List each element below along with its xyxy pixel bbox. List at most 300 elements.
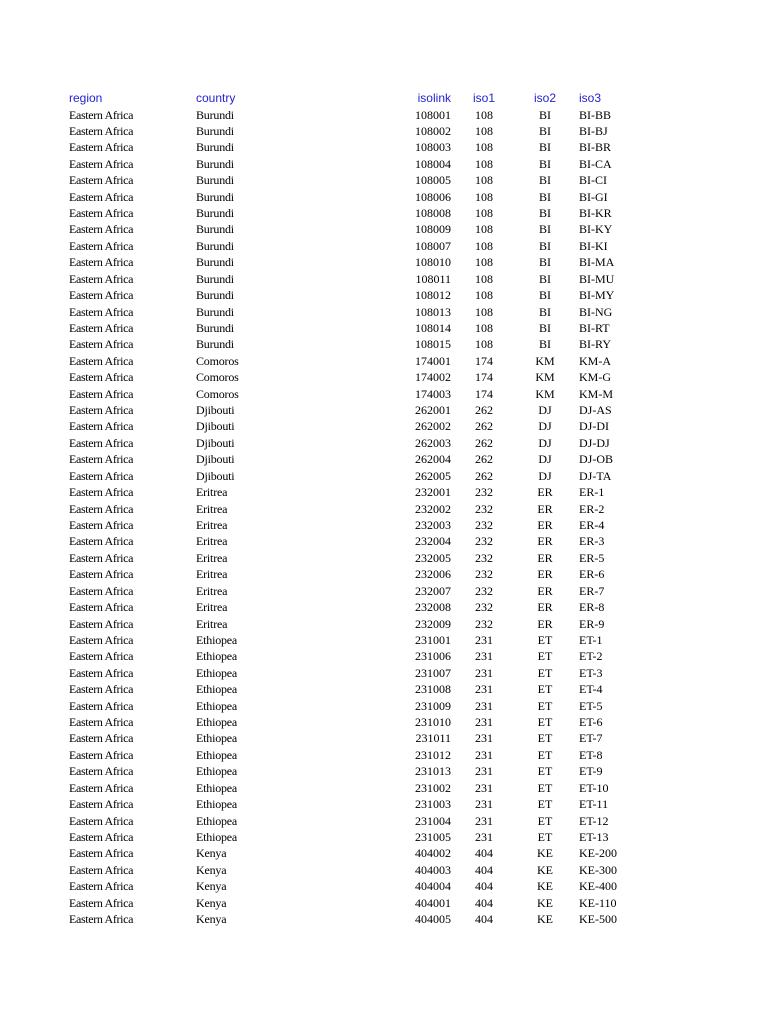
country-cell: Burundi xyxy=(196,222,234,237)
region-cell: Eastern Africa xyxy=(69,140,134,155)
country-cell: Burundi xyxy=(196,189,234,204)
table-row xyxy=(0,796,768,812)
iso3-cell: ER-4 xyxy=(579,518,605,532)
country-cell: Ethiopea xyxy=(196,715,238,730)
iso2-cell: ER xyxy=(537,583,553,598)
region-cell: Eastern Africa xyxy=(69,780,134,795)
iso2-cell: ER xyxy=(537,616,553,631)
iso2-cell: ET xyxy=(537,829,553,844)
region-cell: Eastern Africa xyxy=(69,879,134,894)
country-cell: Eritrea xyxy=(196,550,228,565)
table-row xyxy=(0,221,768,237)
iso1-cell: 174 xyxy=(475,386,493,401)
iso3-cell: ER-1 xyxy=(579,485,605,500)
iso1-cell: 231 xyxy=(475,780,493,795)
table-row xyxy=(0,714,768,730)
iso1-cell: 108 xyxy=(475,173,493,188)
isolink-cell: 232001 xyxy=(415,485,451,500)
country-cell: Ethiopea xyxy=(196,829,238,844)
iso1-cell: 108 xyxy=(475,107,493,122)
iso3-cell: ER-7 xyxy=(579,583,605,598)
iso2-cell: KE xyxy=(537,846,553,861)
table-row xyxy=(0,648,768,664)
isolink-cell: 262003 xyxy=(415,435,451,450)
iso2-cell: BI xyxy=(539,271,551,286)
table-row xyxy=(0,813,768,829)
table-row xyxy=(0,468,768,484)
iso1-cell: 108 xyxy=(475,304,493,319)
iso3-cell: ER-5 xyxy=(579,550,605,565)
isolink-cell: 404001 xyxy=(415,895,451,910)
iso1-cell: 232 xyxy=(475,600,493,615)
region-cell: Eastern Africa xyxy=(69,550,134,565)
iso3-cell: KE-500 xyxy=(579,912,617,927)
column-header-iso3: iso3 xyxy=(579,91,602,105)
isolink-cell: 231011 xyxy=(415,731,451,746)
country-cell: Burundi xyxy=(196,288,234,303)
region-cell: Eastern Africa xyxy=(69,715,134,730)
iso2-cell: ET xyxy=(537,632,553,647)
isolink-cell: 108006 xyxy=(415,189,451,204)
iso3-cell: ER-3 xyxy=(579,534,605,549)
iso3-cell: ET-10 xyxy=(579,780,609,795)
isolink-cell: 231013 xyxy=(415,764,451,779)
iso1-cell: 231 xyxy=(475,747,493,762)
iso1-cell: 108 xyxy=(475,156,493,171)
region-cell: Eastern Africa xyxy=(69,698,134,713)
table-row xyxy=(0,583,768,599)
iso3-cell: BI-KR xyxy=(579,206,612,221)
table-row xyxy=(0,911,768,927)
isolink-cell: 232006 xyxy=(415,567,451,582)
country-cell: Eritrea xyxy=(196,534,228,549)
region-cell: Eastern Africa xyxy=(69,813,134,828)
iso1-cell: 231 xyxy=(475,764,493,779)
country-cell: Burundi xyxy=(196,320,234,335)
region-cell: Eastern Africa xyxy=(69,107,134,122)
table-row xyxy=(0,320,768,336)
isolink-cell: 108010 xyxy=(415,255,451,270)
region-cell: Eastern Africa xyxy=(69,731,134,746)
table-row xyxy=(0,862,768,878)
iso3-cell: ET-11 xyxy=(579,797,609,812)
table-row xyxy=(0,845,768,861)
iso1-cell: 262 xyxy=(475,452,493,467)
region-cell: Eastern Africa xyxy=(69,764,134,779)
region-cell: Eastern Africa xyxy=(69,632,134,647)
iso1-cell: 231 xyxy=(475,649,493,664)
iso3-cell: KE-300 xyxy=(579,862,617,877)
iso2-cell: ET xyxy=(537,665,553,680)
isolink-cell: 108001 xyxy=(415,107,451,122)
isolink-cell: 174002 xyxy=(415,370,451,385)
isolink-cell: 232009 xyxy=(415,616,451,631)
region-cell: Eastern Africa xyxy=(69,238,134,253)
iso1-cell: 232 xyxy=(475,567,493,582)
iso1-cell: 108 xyxy=(475,222,493,237)
iso3-cell: BI-CI xyxy=(579,173,607,188)
country-cell: Eritrea xyxy=(196,583,228,598)
iso1-cell: 108 xyxy=(475,140,493,155)
iso1-cell: 232 xyxy=(475,485,493,500)
iso2-cell: BI xyxy=(539,222,551,237)
iso2-cell: BI xyxy=(539,288,551,303)
iso3-cell: DJ-TA xyxy=(579,468,612,483)
table-row xyxy=(0,895,768,911)
iso1-cell: 232 xyxy=(475,550,493,565)
table-row xyxy=(0,435,768,451)
table-row xyxy=(0,681,768,697)
iso3-cell: BI-GI xyxy=(579,189,608,204)
iso3-cell: KM-G xyxy=(579,370,611,385)
iso1-cell: 231 xyxy=(475,715,493,730)
iso1-cell: 232 xyxy=(475,534,493,549)
iso2-cell: KM xyxy=(535,353,555,368)
region-cell: Eastern Africa xyxy=(69,435,134,450)
region-cell: Eastern Africa xyxy=(69,386,134,401)
iso3-cell: ER-8 xyxy=(579,600,605,615)
iso1-cell: 232 xyxy=(475,501,493,516)
country-cell: Djibouti xyxy=(196,403,235,418)
region-cell: Eastern Africa xyxy=(69,419,134,434)
iso2-cell: KE xyxy=(537,879,553,894)
iso2-cell: BI xyxy=(539,123,551,138)
country-cell: Djibouti xyxy=(196,419,235,434)
iso1-cell: 232 xyxy=(475,616,493,631)
region-cell: Eastern Africa xyxy=(69,501,134,516)
region-cell: Eastern Africa xyxy=(69,173,134,188)
iso2-cell: ET xyxy=(537,649,553,664)
isolink-cell: 108003 xyxy=(415,140,451,155)
iso2-cell: ER xyxy=(537,518,553,532)
iso2-cell: KM xyxy=(535,386,555,401)
iso2-cell: DJ xyxy=(538,403,552,418)
iso1-cell: 108 xyxy=(475,337,493,352)
table-row xyxy=(0,238,768,254)
country-cell: Eritrea xyxy=(196,616,228,631)
region-cell: Eastern Africa xyxy=(69,600,134,615)
iso1-cell: 231 xyxy=(475,797,493,812)
isolink-cell: 232002 xyxy=(415,501,451,516)
country-cell: Comoros xyxy=(196,370,239,385)
country-cell: Djibouti xyxy=(196,435,235,450)
iso2-cell: KM xyxy=(535,370,555,385)
isolink-cell: 108004 xyxy=(415,156,451,171)
country-cell: Burundi xyxy=(196,271,234,286)
table-row xyxy=(0,353,768,369)
region-cell: Eastern Africa xyxy=(69,649,134,664)
region-cell: Eastern Africa xyxy=(69,797,134,812)
country-cell: Ethiopea xyxy=(196,731,238,746)
isolink-cell: 232007 xyxy=(415,583,451,598)
iso2-cell: ET xyxy=(537,764,553,779)
isolink-cell: 108009 xyxy=(415,222,451,237)
country-cell: Burundi xyxy=(196,156,234,171)
column-header-iso1: iso1 xyxy=(473,91,496,105)
country-cell: Burundi xyxy=(196,304,234,319)
iso3-cell: KM-M xyxy=(579,386,614,401)
country-cell: Burundi xyxy=(196,107,234,122)
iso1-cell: 231 xyxy=(475,632,493,647)
isolink-cell: 108008 xyxy=(415,206,451,221)
iso1-cell: 232 xyxy=(475,518,493,532)
region-cell: Eastern Africa xyxy=(69,485,134,500)
iso1-cell: 262 xyxy=(475,435,493,450)
iso1-cell: 231 xyxy=(475,731,493,746)
isolink-cell: 231002 xyxy=(415,780,451,795)
table-row xyxy=(0,566,768,582)
iso2-cell: ET xyxy=(537,797,553,812)
region-cell: Eastern Africa xyxy=(69,304,134,319)
country-cell: Ethiopea xyxy=(196,764,238,779)
iso1-cell: 262 xyxy=(475,468,493,483)
country-cell: Kenya xyxy=(196,912,227,927)
region-cell: Eastern Africa xyxy=(69,206,134,221)
iso3-cell: ET-12 xyxy=(579,813,609,828)
isolink-cell: 108007 xyxy=(415,238,451,253)
iso2-cell: KE xyxy=(537,862,553,877)
iso2-cell: ET xyxy=(537,747,553,762)
iso1-cell: 262 xyxy=(475,419,493,434)
country-cell: Burundi xyxy=(196,238,234,253)
iso2-cell: BI xyxy=(539,304,551,319)
region-cell: Eastern Africa xyxy=(69,534,134,549)
isolink-cell: 231003 xyxy=(415,797,451,812)
isolink-cell: 231008 xyxy=(415,682,451,697)
iso2-cell: BI xyxy=(539,107,551,122)
iso3-cell: ET-2 xyxy=(579,649,603,664)
country-cell: Eritrea xyxy=(196,485,228,500)
iso1-cell: 232 xyxy=(475,583,493,598)
region-cell: Eastern Africa xyxy=(69,862,134,877)
table-row xyxy=(0,780,768,796)
iso1-cell: 108 xyxy=(475,255,493,270)
country-cell: Ethiopea xyxy=(196,813,238,828)
iso3-cell: BI-KY xyxy=(579,222,613,237)
column-header-country: country xyxy=(196,91,236,105)
table-row xyxy=(0,139,768,155)
isolink-cell: 404004 xyxy=(415,879,451,894)
iso3-cell: ER-6 xyxy=(579,567,605,582)
isolink-cell: 174001 xyxy=(415,353,451,368)
table-row xyxy=(0,763,768,779)
region-cell: Eastern Africa xyxy=(69,156,134,171)
iso2-cell: KE xyxy=(537,912,553,927)
isolink-cell: 232008 xyxy=(415,600,451,615)
table-row xyxy=(0,189,768,205)
table-row xyxy=(0,829,768,845)
table-row xyxy=(0,451,768,467)
isolink-cell: 174003 xyxy=(415,386,451,401)
table-row xyxy=(0,878,768,894)
iso3-cell: ET-6 xyxy=(579,715,603,730)
country-cell: Burundi xyxy=(196,206,234,221)
iso2-cell: BI xyxy=(539,238,551,253)
region-cell: Eastern Africa xyxy=(69,912,134,927)
iso1-cell: 108 xyxy=(475,238,493,253)
table-row xyxy=(0,336,768,352)
iso3-cell: BI-MY xyxy=(579,288,615,303)
table-row xyxy=(0,665,768,681)
region-cell: Eastern Africa xyxy=(69,846,134,861)
isolink-cell: 262002 xyxy=(415,419,451,434)
table-row xyxy=(0,747,768,763)
table-row xyxy=(0,599,768,615)
region-cell: Eastern Africa xyxy=(69,895,134,910)
table-row xyxy=(0,484,768,500)
region-cell: Eastern Africa xyxy=(69,583,134,598)
iso3-cell: ET-7 xyxy=(579,731,603,746)
iso2-cell: ET xyxy=(537,682,553,697)
country-cell: Ethiopea xyxy=(196,632,238,647)
iso3-cell: ET-9 xyxy=(579,764,603,779)
isolink-cell: 262004 xyxy=(415,452,451,467)
column-header-region: region xyxy=(69,91,103,105)
isolink-cell: 231005 xyxy=(415,829,451,844)
isolink-cell: 232005 xyxy=(415,550,451,565)
iso2-cell: ET xyxy=(537,698,553,713)
table-row xyxy=(0,533,768,549)
table-row xyxy=(0,107,768,123)
region-cell: Eastern Africa xyxy=(69,616,134,631)
country-cell: Kenya xyxy=(196,879,227,894)
region-cell: Eastern Africa xyxy=(69,370,134,385)
iso3-cell: ER-2 xyxy=(579,501,605,516)
iso2-cell: BI xyxy=(539,320,551,335)
table-row xyxy=(0,730,768,746)
iso3-cell: DJ-DI xyxy=(579,419,609,434)
column-header-iso2: iso2 xyxy=(533,91,556,105)
table-row xyxy=(0,287,768,303)
table-row xyxy=(0,271,768,287)
iso2-cell: BI xyxy=(539,140,551,155)
iso2-cell: ER xyxy=(537,567,553,582)
isolink-cell: 231009 xyxy=(415,698,451,713)
iso3-cell: DJ-DJ xyxy=(579,435,610,450)
region-cell: Eastern Africa xyxy=(69,222,134,237)
iso3-cell: ER-9 xyxy=(579,616,605,631)
region-cell: Eastern Africa xyxy=(69,829,134,844)
country-cell: Comoros xyxy=(196,386,239,401)
isolink-cell: 231004 xyxy=(415,813,451,828)
country-cell: Ethiopea xyxy=(196,698,238,713)
table-row xyxy=(0,616,768,632)
region-cell: Eastern Africa xyxy=(69,353,134,368)
table-row xyxy=(0,369,768,385)
iso1-cell: 231 xyxy=(475,698,493,713)
iso1-cell: 231 xyxy=(475,829,493,844)
iso3-cell: ET-5 xyxy=(579,698,603,713)
iso3-cell: BI-KI xyxy=(579,238,608,253)
iso2-cell: ER xyxy=(537,485,553,500)
isolink-cell: 108012 xyxy=(415,288,451,303)
country-cell: Kenya xyxy=(196,846,227,861)
region-cell: Eastern Africa xyxy=(69,337,134,352)
table-row xyxy=(0,123,768,139)
country-cell: Kenya xyxy=(196,895,227,910)
iso3-cell: ET-8 xyxy=(579,747,603,762)
country-cell: Eritrea xyxy=(196,518,228,532)
region-cell: Eastern Africa xyxy=(69,682,134,697)
iso2-cell: BI xyxy=(539,189,551,204)
isolink-cell: 108011 xyxy=(415,271,451,286)
country-cell: Ethiopea xyxy=(196,649,238,664)
isolink-cell: 108015 xyxy=(415,337,451,352)
iso2-cell: ET xyxy=(537,731,553,746)
iso3-cell: DJ-OB xyxy=(579,452,614,467)
iso2-cell: ER xyxy=(537,550,553,565)
table-row xyxy=(0,172,768,188)
country-cell: Ethiopea xyxy=(196,797,238,812)
iso3-cell: KM-A xyxy=(579,353,611,368)
iso1-cell: 404 xyxy=(475,912,493,927)
iso3-cell: KE-400 xyxy=(579,879,617,894)
table-row xyxy=(0,156,768,172)
iso3-cell: BI-MU xyxy=(579,271,615,286)
country-cell: Kenya xyxy=(196,862,227,877)
iso1-cell: 108 xyxy=(475,320,493,335)
country-cell: Ethiopea xyxy=(196,665,238,680)
iso2-cell: DJ xyxy=(538,435,552,450)
country-cell: Burundi xyxy=(196,337,234,352)
iso1-cell: 404 xyxy=(475,846,493,861)
country-cell: Eritrea xyxy=(196,600,228,615)
iso3-cell: BI-RY xyxy=(579,337,612,352)
iso2-cell: DJ xyxy=(538,419,552,434)
iso3-cell: BI-NG xyxy=(579,304,613,319)
region-cell: Eastern Africa xyxy=(69,747,134,762)
region-cell: Eastern Africa xyxy=(69,665,134,680)
iso2-cell: KE xyxy=(537,895,553,910)
iso2-cell: ER xyxy=(537,534,553,549)
country-cell: Ethiopea xyxy=(196,682,238,697)
iso2-cell: ET xyxy=(537,813,553,828)
iso3-cell: DJ-AS xyxy=(579,403,612,418)
iso3-cell: BI-BB xyxy=(579,107,612,122)
iso1-cell: 174 xyxy=(475,370,493,385)
iso3-cell: BI-MA xyxy=(579,255,615,270)
isolink-cell: 108014 xyxy=(415,320,451,335)
country-cell: Comoros xyxy=(196,353,239,368)
iso2-cell: ER xyxy=(537,501,553,516)
isolink-cell: 262005 xyxy=(415,468,451,483)
isolink-cell: 262001 xyxy=(415,403,451,418)
isolink-cell: 231001 xyxy=(415,632,451,647)
region-cell: Eastern Africa xyxy=(69,189,134,204)
isolink-cell: 231007 xyxy=(415,665,451,680)
column-header-isolink: isolink xyxy=(417,91,451,105)
isolink-cell: 404002 xyxy=(415,846,451,861)
iso3-cell: ET-3 xyxy=(579,665,603,680)
isolink-cell: 232003 xyxy=(415,518,451,532)
table-row xyxy=(0,402,768,418)
isolink-cell: 404005 xyxy=(415,912,451,927)
iso3-cell: BI-BJ xyxy=(579,123,608,138)
iso3-cell: BI-CA xyxy=(579,156,612,171)
country-cell: Eritrea xyxy=(196,501,228,516)
iso1-cell: 174 xyxy=(475,353,493,368)
region-cell: Eastern Africa xyxy=(69,567,134,582)
iso1-cell: 108 xyxy=(475,271,493,286)
iso2-cell: BI xyxy=(539,337,551,352)
iso2-cell: ET xyxy=(537,780,553,795)
isolink-cell: 232004 xyxy=(415,534,451,549)
isolink-cell: 231012 xyxy=(415,747,451,762)
table-row xyxy=(0,386,768,402)
table-row xyxy=(0,632,768,648)
iso1-cell: 404 xyxy=(475,862,493,877)
country-cell: Burundi xyxy=(196,255,234,270)
